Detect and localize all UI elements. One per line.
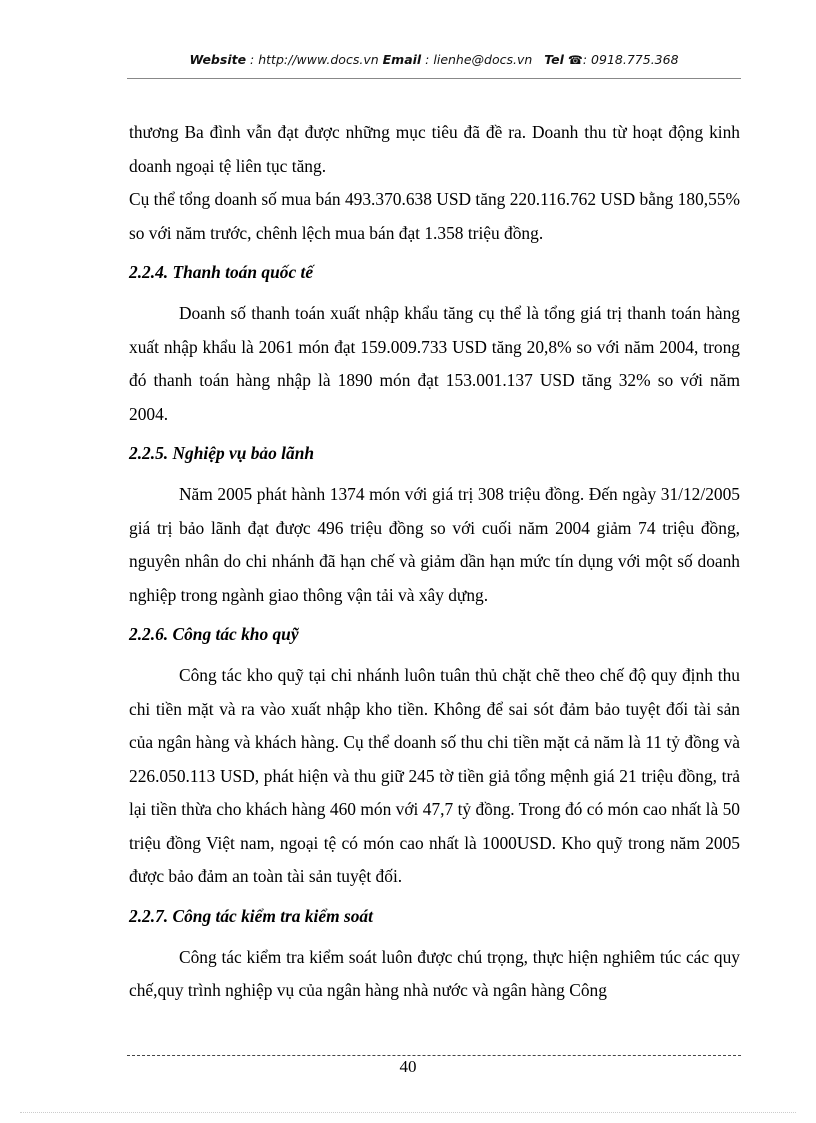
phone-icon: ☎ xyxy=(567,53,583,67)
document-body xyxy=(129,116,740,1008)
paragraph-treasury: Công tác kho quỹ tại chi nhánh luôn tuân thủ chặt chẽ theo chế độ quy định thu chi tiền mặt và ra vào xuất nhập kho tiền. Không để sai sót đảm bảo tuyệt đối tài sản của ngân hàng và khách hàng. Cụ thể doanh số thu chi tiền mặt cả năm là 11 tỷ đồng và 226.050.113 USD, phát hiện và thu giữ 245 tờ tiền giả tổng mệnh giá 21 triệu đồng, trả lại tiền thừa cho khách hàng 460 món với 47,7 tỷ đồng. Trong đó có món cao nhất là 50 triệu đồng Việt nam, ngoại tệ có món cao nhất là 1000USD. Kho quỹ trong năm 2005 được bảo đảm an toàn tài sản tuyệt đối. xyxy=(129,664,740,887)
email-label: Email xyxy=(382,52,422,67)
page-bottom-border xyxy=(20,1112,796,1113)
footer-divider xyxy=(127,1055,741,1056)
heading-2-2-7: 2.2.7. Công tác kiểm tra kiểm soát xyxy=(129,906,373,927)
header-divider xyxy=(127,78,741,79)
heading-2-2-6: 2.2.6. Công tác kho quỹ xyxy=(129,624,299,645)
heading-2-2-5: 2.2.5. Nghiệp vụ bảo lãnh xyxy=(129,443,315,464)
email-separator: : xyxy=(421,52,434,67)
paragraph-inspection: Công tác kiểm tra kiểm soát luôn được chú trọng, thực hiện nghiêm túc các quy chế,quy trình nghiệp vụ của ngân hàng nhà nước và ngân hàng Công xyxy=(129,946,740,1001)
website-separator: : xyxy=(246,52,259,67)
tel-label: Tel xyxy=(544,52,564,67)
email-value[interactable]: lienhe@docs.vn xyxy=(433,52,533,67)
website-label: Website xyxy=(189,52,247,67)
paragraph-international-payment: Doanh số thanh toán xuất nhập khẩu tăng cụ thể là tổng giá trị thanh toán hàng xuất nhập khẩu là 2061 món đạt 159.009.733 USD tăng 20,8% so với năm 2004, trong đó thanh toán hàng nhập là 1890 món đạt 153.001.137 USD tăng 32% so với năm 2004. xyxy=(129,302,740,424)
website-url[interactable]: http://www.docs.vn xyxy=(258,52,379,67)
page-header xyxy=(127,52,741,67)
paragraph-currency-sales: Cụ thể tổng doanh số mua bán 493.370.638 USD tăng 220.116.762 USD bằng 180,55% so với năm trước, chênh lệch mua bán đạt 1.358 triệu đồng. xyxy=(129,189,740,243)
paragraph-guarantee: Năm 2005 phát hành 1374 món với giá trị 308 triệu đồng. Đến ngày 31/12/2005 giá trị bảo lãnh đạt được 496 triệu đồng so với cuối năm 2004 giảm 74 triệu đồng, nguyên nhân do chi nhánh đã hạn chế và giảm dần hạn mức tín dụng với một số doanh nghiệp trong ngành giao thông vận tải và xây dựng. xyxy=(129,483,740,605)
paragraph-continuation: thương Ba đình vẫn đạt được những mục tiêu đã đề ra. Doanh thu từ hoạt động kinh doanh ngoại tệ liên tục tăng. xyxy=(129,122,740,176)
page-number: 40 xyxy=(399,1057,417,1076)
tel-separator: : xyxy=(582,52,592,67)
heading-2-2-4: 2.2.4. Thanh toán quốc tế xyxy=(129,262,314,283)
tel-value: 0918.775.368 xyxy=(591,52,679,67)
